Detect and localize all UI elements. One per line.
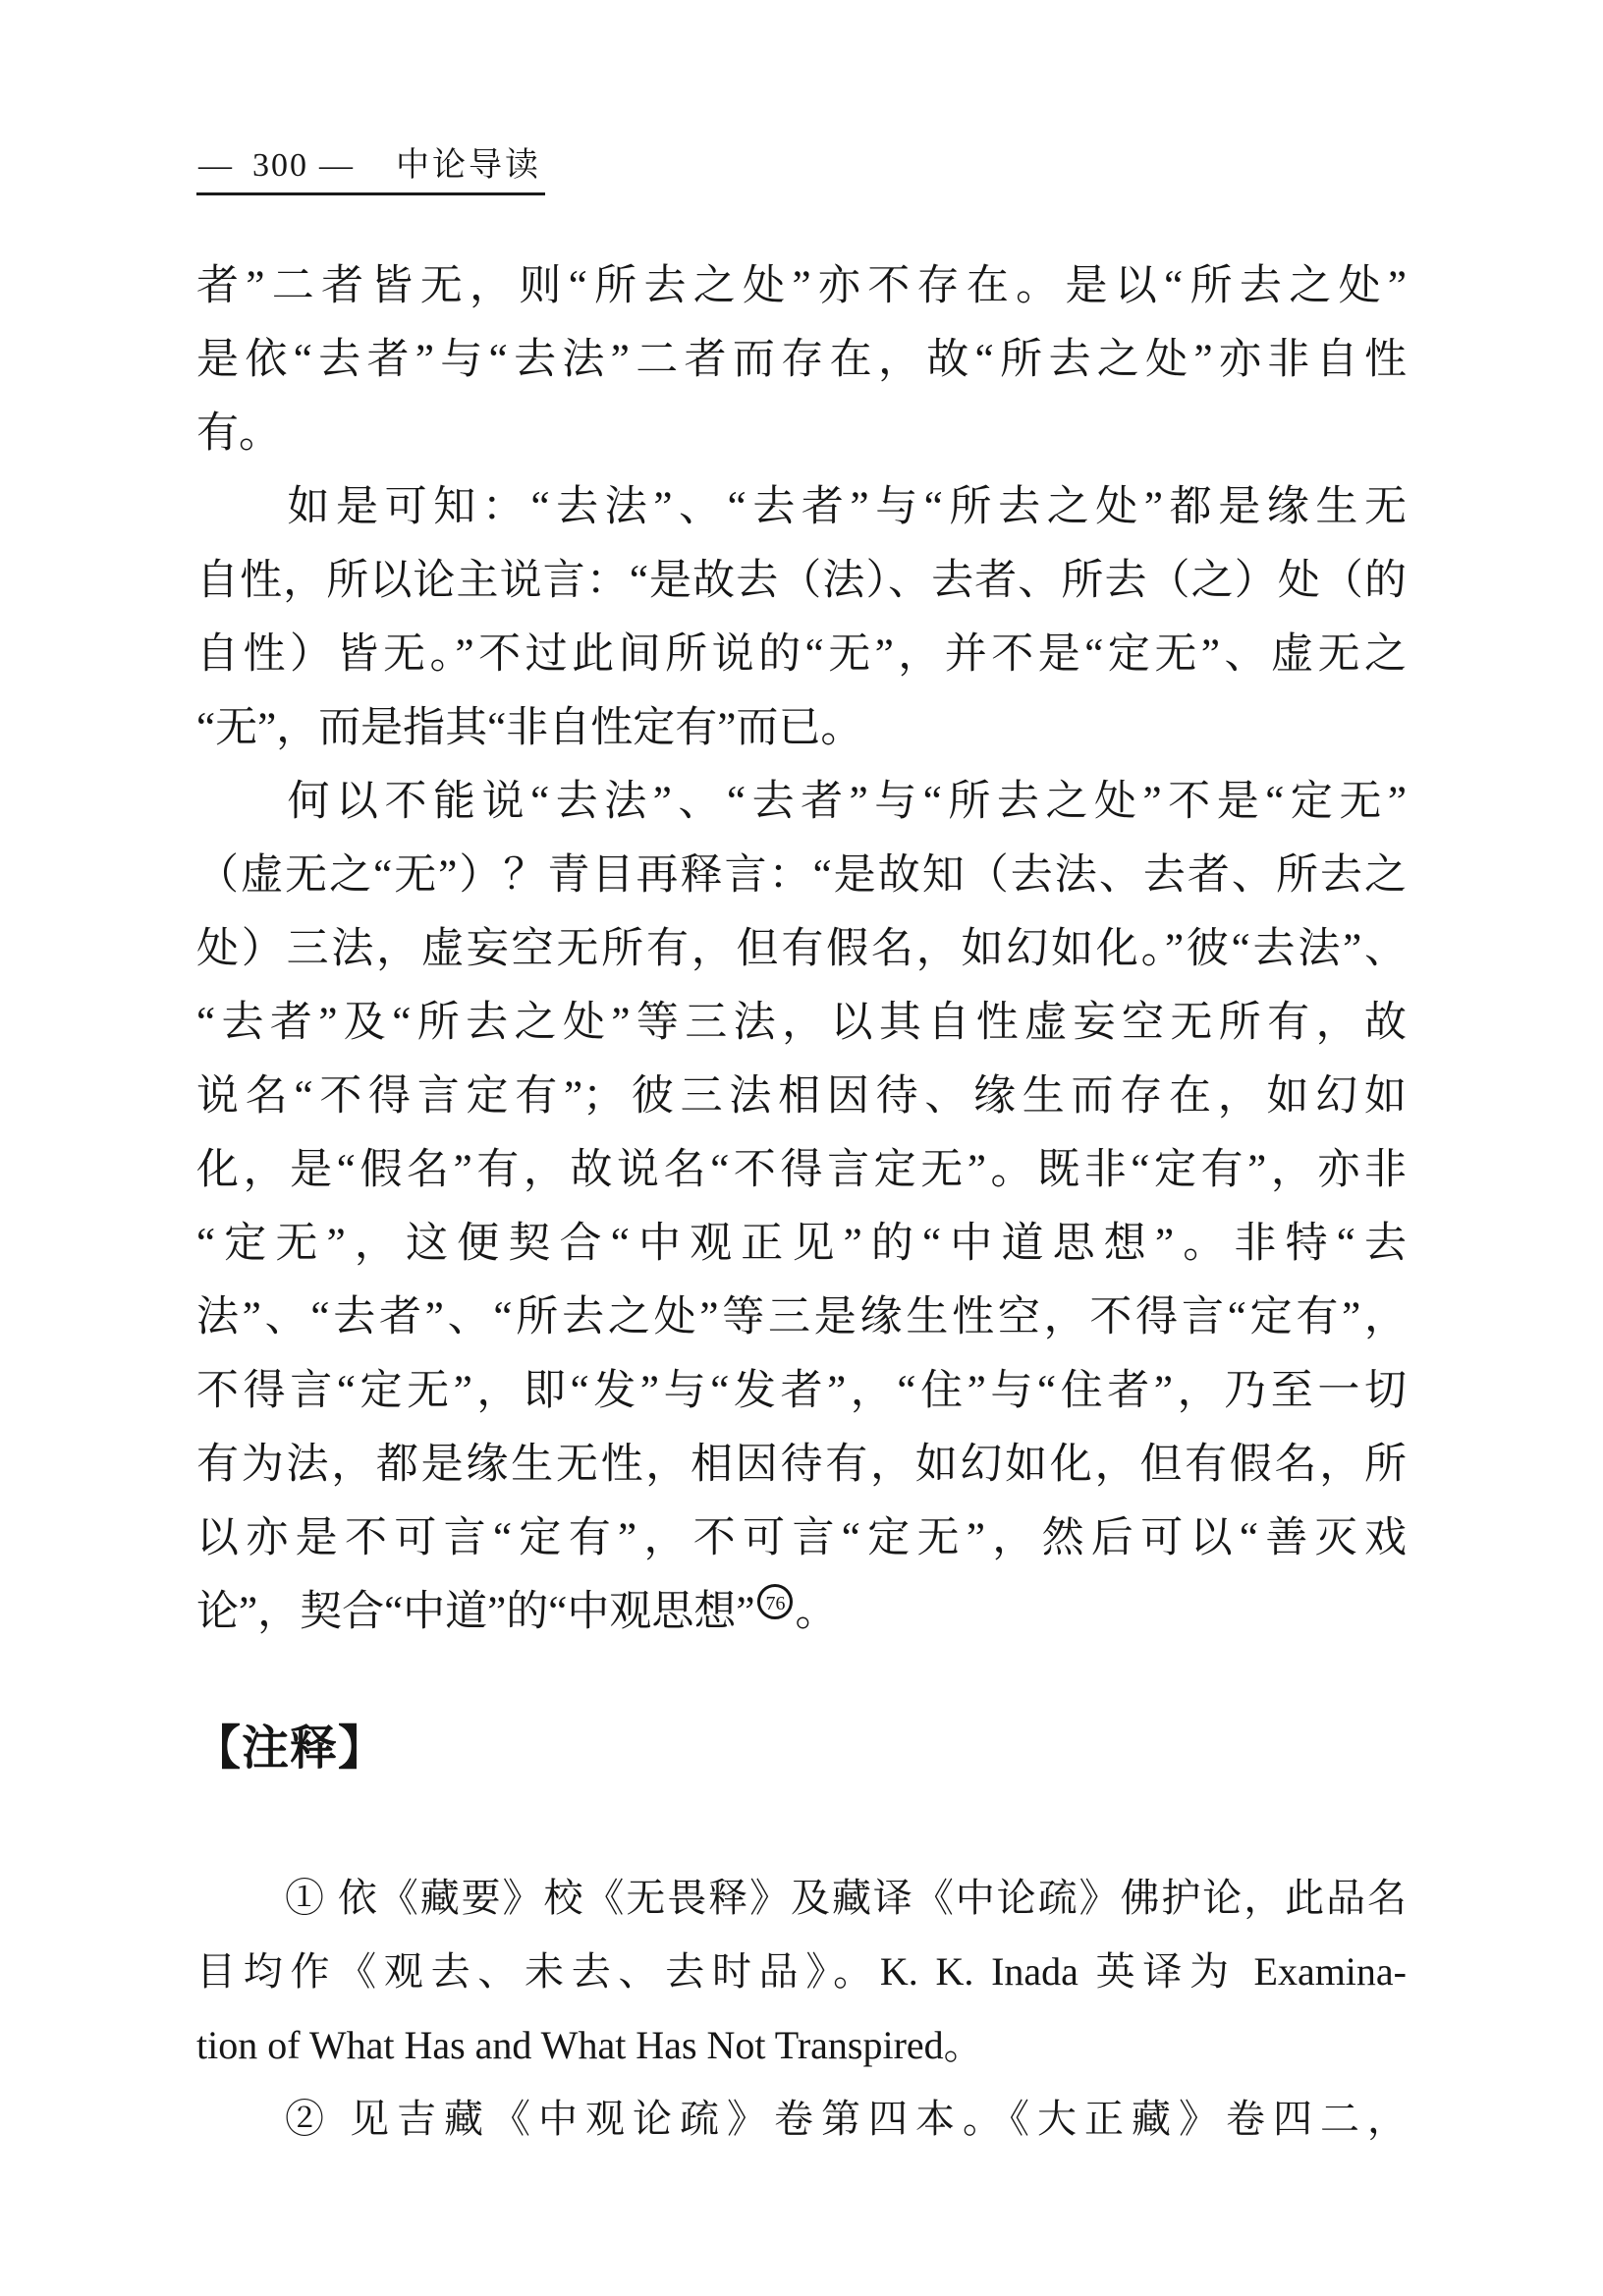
body-line: “去者”及“所去之处”等三法，以其自性虚妄空无所有，故 [196,1000,1407,1046]
body-line: 法”、“去者”、“所去之处”等三是缘生性空，不得言“定有”， [196,1294,1407,1340]
body-line-last [196,1575,1407,1649]
body-line: “无”，而是指其“非自性定有”而已。 [196,705,863,751]
body-line: 自性）皆无。”不过此间所说的“无”，并不是“定无”、虚无之 [196,631,1407,678]
body-line: 者”二者皆无，则“所去之处”亦不存在。是以“所去之处” [196,263,1407,309]
note-line: tion of What Has and What Has Not Transpired。 [196,2023,983,2067]
note-line: 目均作《观去、未去、去时品》。K. K. Inada 英译为 Examina- [196,1949,1407,1994]
body-line: 如是可知：“去法”、“去者”与“所去之处”都是缘生无 [287,484,1407,530]
body-line: （虚无之“无”）？青目再释言：“是故知（去法、去者、所去之 [196,852,1407,899]
header-dash-left: — [198,147,232,184]
body-line: 有。 [196,410,281,457]
body-line: 有为法，都是缘生无性，相因待有，如幻如化，但有假名，所 [196,1442,1407,1488]
book-title: 中论导读 [396,147,541,184]
body-line: “定无”，这便契合“中观正见”的“中道思想”。非特“去 [196,1221,1407,1267]
body-line: 化，是“假名”有，故说名“不得言定无”。既非“定有”，亦非 [196,1147,1407,1193]
body-line: 不得言“定无”，即“发”与“发者”，“住”与“住者”，乃至一切 [196,1368,1407,1414]
note-line: ① 依《藏要》校《无畏释》及藏译《中论疏》佛护论，此品名 [285,1876,1407,1920]
body-last-line-period: 。 [795,1589,838,1635]
body-line: 何以不能说“去法”、“去者”与“所去之处”不是“定无” [287,779,1407,825]
page-number: 300 [252,147,308,184]
body-line: 以亦是不可言“定有”，不可言“定无”，然后可以“善灭戏 [196,1515,1407,1561]
notes-section [196,1861,1407,2156]
running-header [196,145,545,195]
footnote-ref-circle: 76 [757,1584,793,1619]
body-line: 是依“去者”与“去法”二者而存在，故“所去之处”亦非自性 [196,337,1407,383]
body-line: 自性，所以论主说言：“是故去（法）、去者、所去（之）处（的 [196,558,1407,604]
header-dash-right: — [319,147,353,184]
body-line: 说名“不得言定有”；彼三法相因待、缘生而存在，如幻如 [196,1073,1407,1120]
body-line: 处）三法，虚妄空无所有，但有假名，如幻如化。”彼“去法”、 [196,926,1407,972]
body-last-line-text: 论”，契合“中道”的“中观思想” [196,1589,755,1635]
notes-heading: 【注释】 [193,1722,387,1775]
note-line: ② 见吉藏《中观论疏》卷第四本。《大正藏》卷四二， [285,2097,1407,2141]
body-text [196,249,1407,1649]
